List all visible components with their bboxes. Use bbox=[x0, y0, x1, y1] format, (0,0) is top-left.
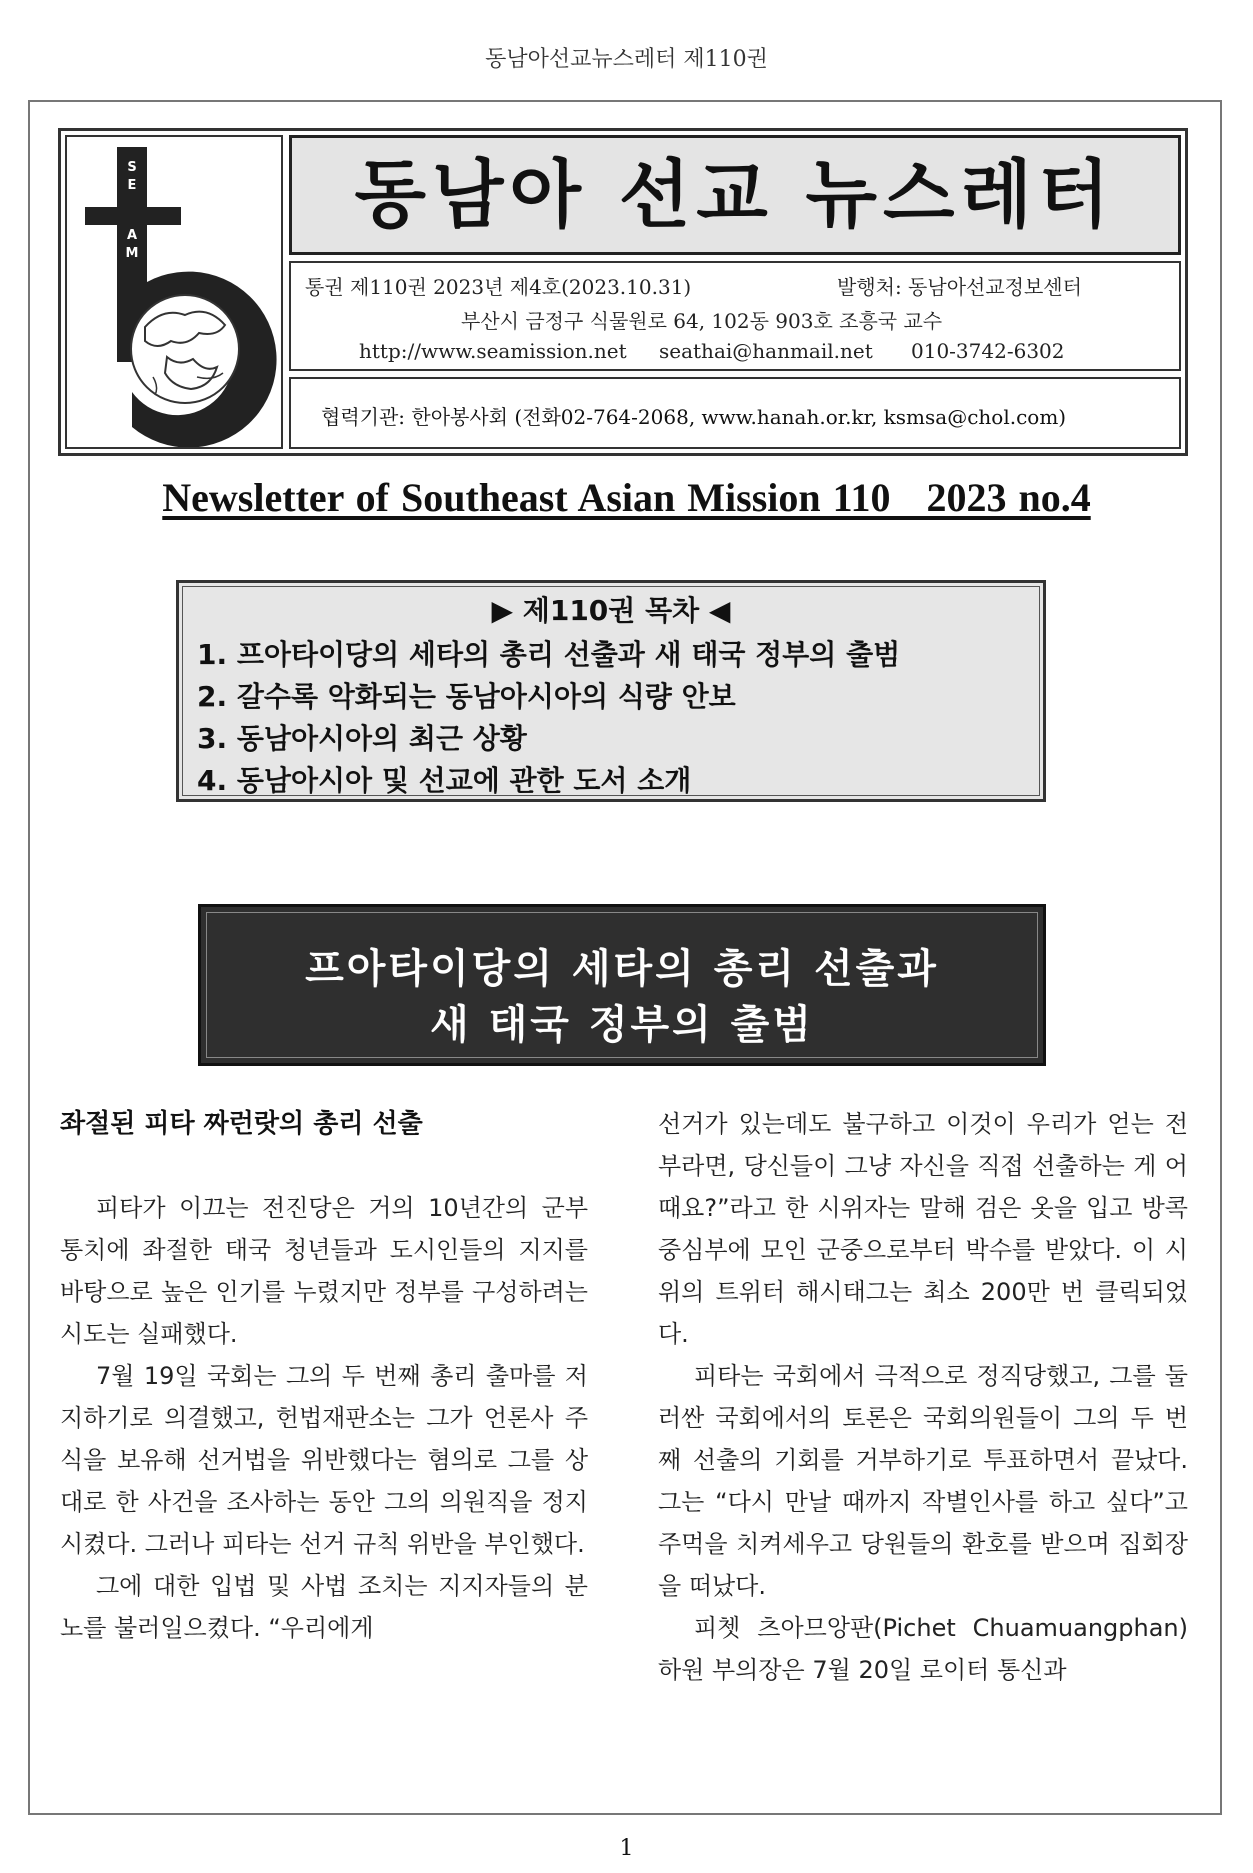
info-box bbox=[289, 261, 1181, 371]
article-column-left bbox=[60, 1103, 588, 1649]
title-box bbox=[289, 135, 1181, 255]
svg-text:M: M bbox=[125, 246, 139, 261]
publisher-info: 발행처: 동남아선교정보센터 bbox=[837, 275, 1082, 299]
toc-item: 1. 프아타이당의 세타의 총리 선출과 새 태국 정부의 출범 bbox=[197, 638, 901, 671]
toc-item: 4. 동남아시아 및 선교에 관한 도서 소개 bbox=[197, 764, 692, 797]
section-heading: 좌절된 피타 짜런랏의 총리 선출 bbox=[60, 1109, 423, 1139]
email-link[interactable]: seathai@hanmail.net bbox=[659, 339, 873, 363]
page-number: 1 bbox=[619, 1836, 634, 1861]
paragraph: 피타가 이끄는 전진당은 거의 10년간의 군부 통치에 좌절한 태국 청년들과 도시인들의 지지를 바탕으로 높은 인기를 누렸지만 정부를 구성하려는 시도는 실패했다. bbox=[60, 1194, 588, 1348]
cooperation-box bbox=[289, 377, 1181, 449]
newsletter-title: 동남아 선교 뉴스레터 bbox=[354, 152, 1116, 238]
svg-text:E: E bbox=[127, 178, 137, 193]
toc-item: 2. 갈수록 악화되는 동남아시아의 식량 안보 bbox=[197, 680, 736, 713]
toc-item: 3. 동남아시아의 최근 상황 bbox=[197, 722, 527, 755]
cooperation-info: 협력기관: 한아봉사회 (전화02-764-2068, www.hanah.or.kr, ksmsa@chol.com) bbox=[321, 405, 1067, 429]
paragraph: 7월 19일 국회는 그의 두 번째 총리 출마를 저지하기로 의결했고, 헌법재판소는 그가 언론사 주식을 보유해 선거법을 위반했다는 혐의로 그를 상대로 한 사건을 조사하는 동안 그의 의원직을 정지시켰다. 그러나 피타는 선거 규칙 위반을 부인했다. bbox=[60, 1362, 588, 1558]
paragraph: 피타는 국회에서 극적으로 정직당했고, 그를 둘러싼 국회에서의 토론은 국회의원들이 그의 두 번째 선출의 기회를 거부하기로 투표하면서 끝났다. 그는 “다시 만날 때까지 작별인사를 하고 싶다”고 주먹을 치켜세우고 당원들의 환호를 받으며 집회장을 떠났다. bbox=[658, 1362, 1188, 1600]
issue-info: 통권 제110권 2023년 제4호(2023.10.31) bbox=[305, 275, 692, 299]
feature-headline bbox=[198, 904, 1046, 1066]
headline-line-1: 프아타이당의 세타의 총리 선출과 bbox=[305, 946, 939, 992]
article-column-right bbox=[658, 1103, 1188, 1691]
paragraph: 그에 대한 입법 및 사법 조치는 지지자들의 분노를 불러일으켰다. “우리에게 bbox=[60, 1572, 588, 1642]
address-info: 부산시 금정구 식물원로 64, 102동 903호 조흥국 교수 bbox=[461, 309, 943, 333]
toc-title: ▶ 제110권 목차 ◀ bbox=[491, 594, 731, 627]
running-head: 동남아선교뉴스레터 제110권 bbox=[485, 47, 768, 72]
paragraph: 피쳇 츠아므앙판(Pichet Chuamuangphan) 하원 부의장은 7월 20일 로이터 통신과 bbox=[658, 1614, 1188, 1684]
english-title: Newsletter of Southeast Asian Mission 110 2023 no.4 bbox=[162, 475, 1091, 520]
svg-text:A: A bbox=[126, 228, 138, 243]
table-of-contents bbox=[176, 580, 1046, 802]
svg-text:S: S bbox=[127, 160, 137, 175]
paragraph: 선거가 있는데도 불구하고 이것이 우리가 얻는 전부라면, 당신들이 그냥 자신을 직접 선출하는 게 어때요?”라고 한 시위자는 말해 검은 옷을 입고 방콕 중심부에 모인 군중으로부터 박수를 받았다. 이 시위의 트위터 해시태그는 최소 200만 번 클릭되었다. bbox=[658, 1110, 1188, 1348]
headline-line-2: 새 태국 정부의 출범 bbox=[430, 1002, 814, 1048]
logo-box bbox=[65, 135, 283, 449]
website-link[interactable]: http://www.seamission.net bbox=[359, 339, 627, 363]
phone-info: 010-3742-6302 bbox=[911, 339, 1065, 363]
cross-globe-logo-icon bbox=[67, 137, 281, 447]
masthead bbox=[58, 128, 1188, 456]
